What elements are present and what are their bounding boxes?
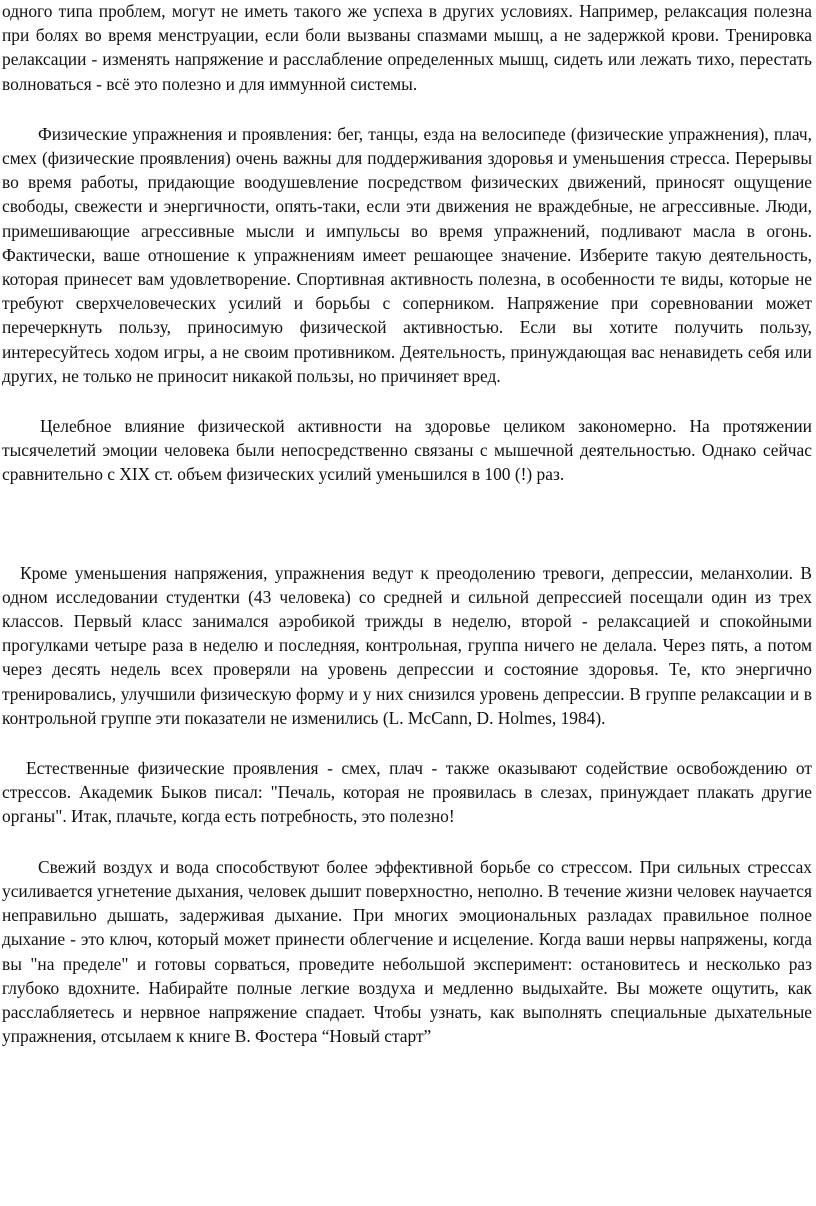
- paragraph-physical-exercise: Физические упражнения и проявления: бег, танцы, езда на велосипеде (физические упражнения), плач, смех (физические проявления) очень важны для поддерживания здоровья и уменьшения стресса. Перерывы во время работы, придающие воодушевление посредством физических движений, приносят ощущение свободы, свежести и энергичности, опять-таки, если эти движения не враждебные, не агрессивные. Люди, примешивающие агрессивные мысли и импульсы во время упражнений, подливают масла в огонь. Фактически, ваше отношение к упражнениям имеет решающее значение. Изберите такую деятельность, которая принесет вам удовлетворение. Спортивная активность полезна, в особенности те виды, которые не требуют сверхчеловеческих усилий и борьбы с соперником. Напряжение при соревновании может перечеркнуть пользу, приносимую физической активностью. Если вы хотите получить пользу, интересуйтесь ходом игры, а не своим противником. Деятельность, принуждающая вас ненавидеть себя или других, не только не приносит никакой пользы, но причиняет вред.: [2, 123, 812, 386]
- paragraph-laughter-crying: Естественные физические проявления - смех, плач - также оказывают содействие освобождению от стрессов. Академик Быков писал: "Печаль, которая не проявилась в слезах, принуждает плакать другие органы". Итак, плачьте, когда есть потребность, это полезно!: [2, 758, 812, 827]
- paragraph-healing-influence: Целебное влияние физической активности на здоровье целиком закономерно. На протяжении тысячелетий эмоции человека были непосредственно связаны с мышечной деятельностью. Однако сейчас сравнительно с XIX ст. объем физических усилий уменьшился в 100 (!) раз.: [2, 416, 812, 485]
- paragraph-relaxation: одного типа проблем, могут не иметь такого же успеха в других условиях. Например, релаксация полезна при болях во время менструации, если боли вызваны спазмами мышц, а не задержкой крови. Тренировка релаксации - изменять напряжение и расслабление определенных мышц, сидеть или лежать тихо, перестать волноваться - всё это полезно и для иммунной системы.: [2, 1, 812, 94]
- paragraph-depression-study: Кроме уменьшения напряжения, упражнения ведут к преодолению тревоги, депрессии, меланхолии. В одном исследовании студентки (43 человека) со средней и сильной депрессией посещали один из трех классов. Первый класс занимался аэробикой трижды в неделю, второй - релаксацией и спокойными прогулками четыре раза в неделю и последняя, контрольная, группа ничего не делала. Через пять, а потом через десять недель всех проверяли на уровень депрессии и состояние здоровья. Те, кто энергично тренировались, улучшили физическую форму и у них снизился уровень депрессии. В группе релаксации и в контрольной группе эти показатели не изменились (L. McCann, D. Holmes, 1984).: [2, 562, 812, 728]
- paragraph-fresh-air-breathing: Свежий воздух и вода способствуют более эффективной борьбе со стрессом. При сильных стрессах усиливается угнетение дыхания, человек дышит поверхностно, неполно. В течение жизни человек научается неправильно дышать, задерживая дыхание. При многих эмоциональных разладах правильное полное дыхание - это ключ, который может принести облегчение и исцеление. Когда ваши нервы напряжены, когда вы "на пределе" и готовы сорваться, проведите небольшой эксперимент: остановитесь и несколько раз глубоко вдохните. Набирайте полные легкие воздуха и медленно выдыхайте. Вы можете ощутить, как расслабляетесь и нервное напряжение спадает. Чтобы узнать, как выполнять специальные дыхательные упражнения, отсылаем к книге В. Фостера “Новый старт”: [2, 856, 812, 1047]
